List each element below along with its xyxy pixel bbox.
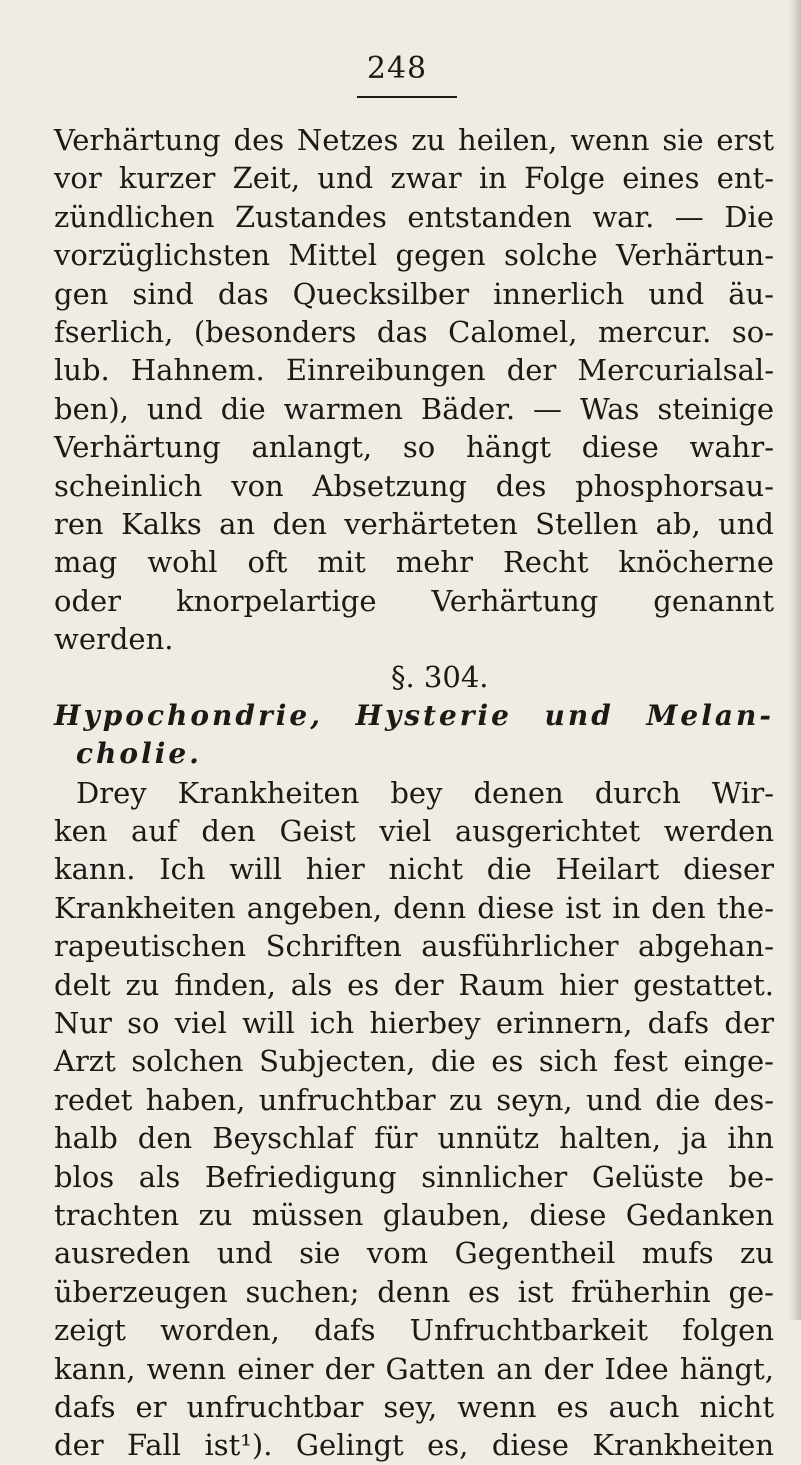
section-title-line: cholie. — [76, 737, 202, 771]
text-line: halb den Beyschlaf für unnütz halten, ja ihn — [54, 1121, 774, 1156]
text-line: der Fall ist¹). Gelingt es, diese Krankheiten — [54, 1428, 774, 1463]
text-line: werden. — [54, 622, 174, 657]
text-line: delt zu finden, als es der Raum hier gestattet. — [54, 967, 774, 1002]
text-line: kann, wenn einer der Gatten an der Idee hängt, — [54, 1351, 774, 1386]
page-number: 248 — [366, 51, 428, 86]
header-rule — [357, 96, 457, 98]
text-line: Nur so viel will ich hierbey erinnern, dafs der — [54, 1005, 774, 1040]
text-line: trachten zu müssen glauben, diese Gedanken — [54, 1197, 774, 1232]
text-line: überzeugen suchen; denn es ist früherhin ge- — [54, 1274, 774, 1309]
text-line: ken auf den Geist viel ausgerichtet werden — [54, 814, 774, 849]
text-line: kann. Ich will hier nicht die Heilart dieser — [54, 852, 774, 887]
text-line: zeigt worden, dafs Unfruchtbarkeit folgen — [54, 1313, 774, 1348]
text-line: Arzt solchen Subjecten, die es sich fest einge- — [54, 1044, 774, 1079]
text-line: Verhärtung anlangt, so hängt diese wahr- — [54, 430, 774, 465]
text-line: oder knorpelartige Verhärtung genannt — [54, 583, 774, 618]
text-line: ausreden und sie vom Gegentheil mufs zu — [54, 1236, 774, 1271]
text-line: vorzüglichsten Mittel gegen solche Verhärtun- — [54, 238, 774, 273]
text-line: zündlichen Zustandes entstanden war. — Die — [54, 199, 774, 234]
text-line: Verhärtung des Netzes zu heilen, wenn sie erst — [54, 123, 774, 157]
page-edge-shadow — [789, 0, 801, 1320]
text-line: Drey Krankheiten bey denen durch Wir- — [76, 775, 774, 810]
text-line: vor kurzer Zeit, und zwar in Folge eines ent- — [54, 161, 774, 196]
text-line: rapeutischen Schriften ausführlicher abgehan- — [54, 929, 774, 964]
text-line: Krankheiten angeben, denn diese ist in den the- — [54, 890, 774, 925]
section-title-line: Hypochondrie, Hysterie und Melan- — [54, 698, 774, 732]
section-number: §. 304. — [391, 660, 489, 695]
text-line: ben), und die warmen Bäder. — Was steinige — [54, 391, 774, 426]
text-line: ren Kalks an den verhärteten Stellen ab, und — [54, 506, 774, 541]
text-line: blos als Befriedigung sinnlicher Gelüste be- — [54, 1159, 774, 1194]
text-line: lub. Hahnem. Einreibungen der Mercurialsal- — [54, 353, 774, 388]
page-body — [54, 121, 774, 1465]
text-line: scheinlich von Absetzung des phosphorsau- — [54, 468, 774, 503]
text-line: fserlich, (besonders das Calomel, mercur. so- — [54, 314, 774, 349]
text-line: mag wohl oft mit mehr Recht knöcherne — [54, 545, 774, 580]
text-line: redet haben, unfruchtbar zu seyn, und die des- — [54, 1082, 774, 1117]
text-line: gen sind das Quecksilber innerlich und äu- — [54, 276, 774, 311]
text-line: dafs er unfruchtbar sey, wenn es auch nicht — [54, 1389, 774, 1424]
